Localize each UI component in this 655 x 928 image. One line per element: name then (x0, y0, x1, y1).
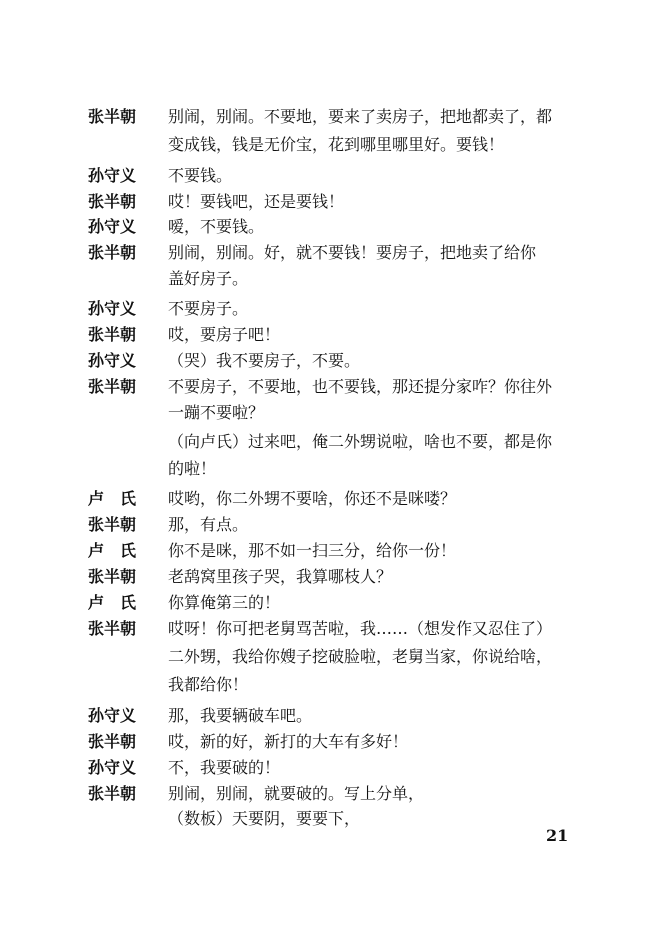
speaker-name: 张半朝 (88, 325, 137, 344)
dialogue-text: 不要房子。 (168, 299, 249, 318)
dialogue-text: 别闹，别闹。不要地，要来了卖房子，把地都卖了，都 (168, 107, 553, 126)
dialogue-text: 你算俺第三的！ (168, 593, 281, 612)
speaker-name: 张半朝 (88, 377, 137, 396)
dialogue-line (0, 104, 655, 134)
dialogue-text: （哭）我不要房子，不要。 (168, 351, 361, 370)
speaker-name: 张半朝 (88, 567, 137, 586)
dialogue-text: 那，我要辆破车吧。 (168, 706, 313, 725)
dialogue-text: （数板）天要阴，要要下， (168, 809, 361, 828)
dialogue-line (0, 616, 655, 646)
dialogue-line (0, 429, 655, 459)
dialogue-text: 不要钱。 (168, 166, 233, 185)
speaker-name: 孙守义 (88, 706, 137, 725)
speaker-name: 张半朝 (88, 107, 137, 126)
dialogue-text: 别闹，别闹。好，就不要钱！要房子，把地卖了给你 (168, 243, 537, 262)
dialogue-text: （向卢氏）过来吧，俺二外甥说啦，啥也不要，都是你 (168, 432, 553, 451)
speaker-name: 孙守义 (88, 217, 137, 236)
speaker-name: 卢 氏 (88, 541, 137, 560)
speaker-name: 孙守义 (88, 351, 137, 370)
dialogue-text: 老鸹窝里孩子哭，我算哪枝人？ (168, 567, 393, 586)
dialogue-text: 那，有点。 (168, 515, 249, 534)
dialogue-line (0, 644, 655, 674)
dialogue-text: 二外甥，我给你嫂子挖破脸啦，老舅当家，你说给啥， (168, 647, 553, 666)
dialogue-text: 盖好房子。 (168, 269, 249, 288)
dialogue-line (0, 400, 655, 430)
dialogue-text: 变成钱，钱是无价宝，花到哪里哪里好。要钱！ (168, 135, 505, 154)
page-number: 21 (546, 826, 569, 845)
dialogue-line (0, 456, 655, 486)
speaker-name: 孙守义 (88, 166, 137, 185)
dialogue-text: 哎，要房子吧！ (168, 325, 281, 344)
speaker-name: 张半朝 (88, 732, 137, 751)
speaker-name: 孙守义 (88, 758, 137, 777)
dialogue-text: 别闹，别闹，就要破的。写上分单， (168, 784, 425, 803)
speaker-name: 张半朝 (88, 243, 137, 262)
speaker-name: 张半朝 (88, 784, 137, 803)
dialogue-text: 哎，新的好，新打的大车有多好！ (168, 732, 409, 751)
dialogue-text: 一蹦不要啦？ (168, 403, 265, 422)
dialogue-text: 哎哟，你二外甥不要啥，你还不是咪喽？ (168, 489, 457, 508)
dialogue-text: 哎！要钱吧，还是要钱！ (168, 192, 345, 211)
speaker-name: 张半朝 (88, 619, 137, 638)
speaker-name: 卢 氏 (88, 593, 137, 612)
dialogue-text: 嗳，不要钱。 (168, 217, 265, 236)
dialogue-text: 的啦！ (168, 459, 217, 478)
dialogue-line (0, 266, 655, 296)
dialogue-text: 我都给你！ (168, 675, 249, 694)
dialogue-line (0, 132, 655, 162)
dialogue-text: 你不是咪，那不如一扫三分，给你一份！ (168, 541, 457, 560)
dialogue-line (0, 672, 655, 702)
dialogue-text: 哎呀！你可把老舅骂苦啦，我……（想发作又忍住了） (168, 619, 553, 638)
speaker-name: 张半朝 (88, 192, 137, 211)
dialogue-text: 不要房子，不要地，也不要钱，那还提分家咋？你往外 (168, 377, 553, 396)
speaker-name: 卢 氏 (88, 489, 137, 508)
speaker-name: 张半朝 (88, 515, 137, 534)
dialogue-text: 不，我要破的！ (168, 758, 281, 777)
speaker-name: 孙守义 (88, 299, 137, 318)
